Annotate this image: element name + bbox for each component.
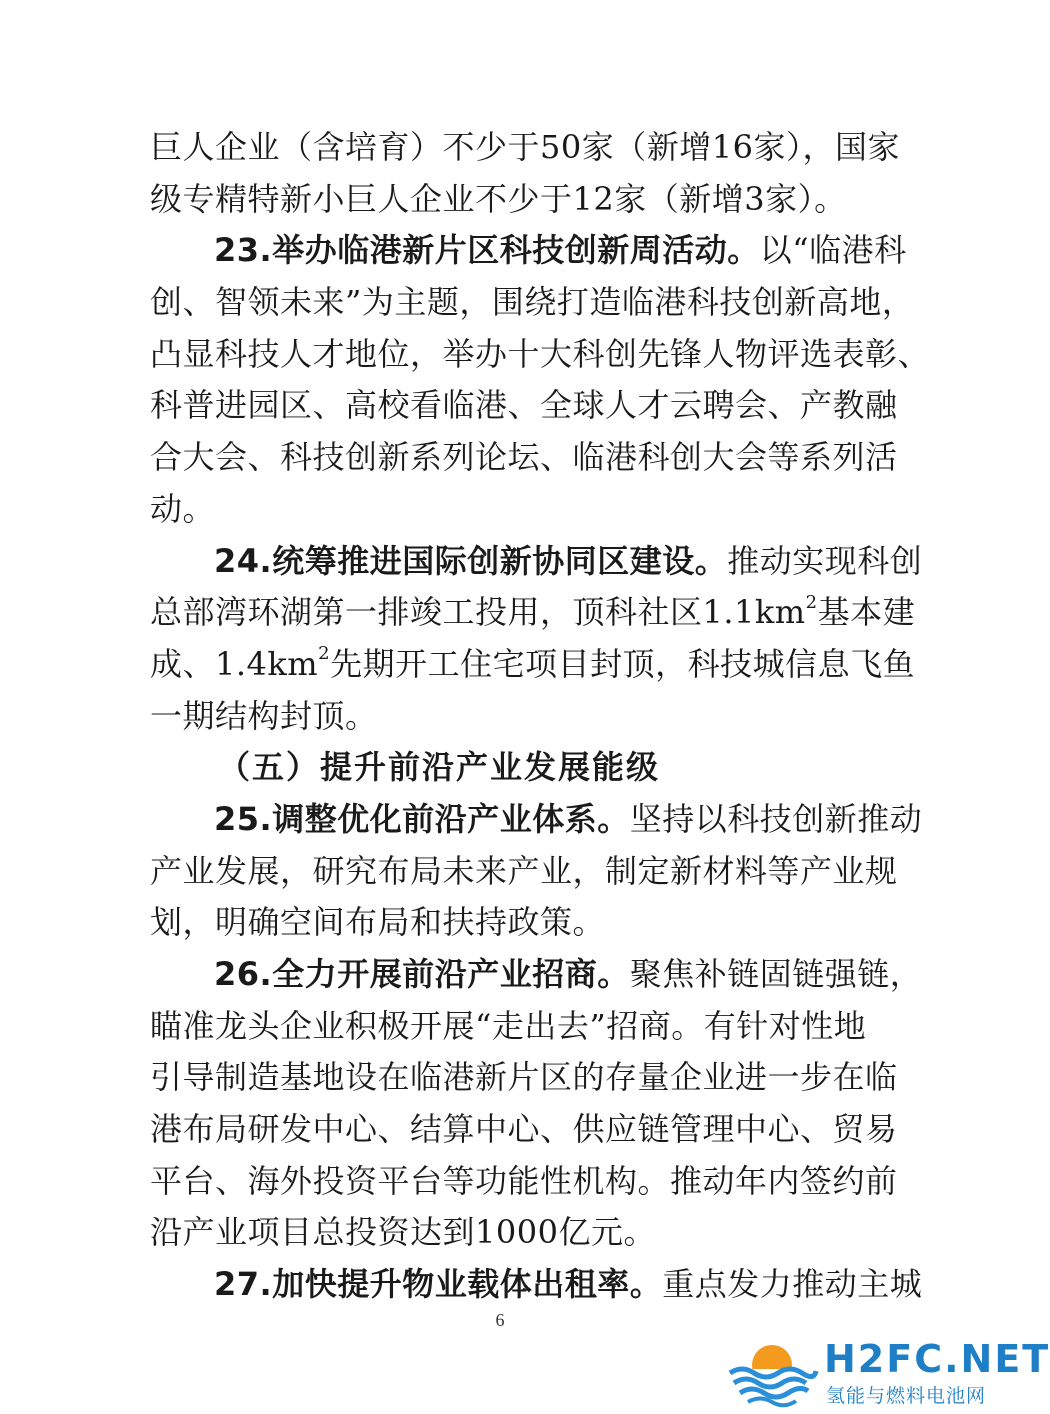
text-line	[150, 122, 900, 174]
item-title: 24.统筹推进国际创新协同区建设。	[214, 541, 728, 580]
section-heading: （五）提升前沿产业发展能级	[218, 748, 661, 787]
line-text: 总部湾环湖第一排竣工投用，顶科社区1.1km	[150, 593, 806, 632]
line-text: 推动实现科创	[727, 541, 923, 580]
text-line	[150, 484, 850, 536]
line-text: 动。	[150, 489, 216, 528]
text-line	[150, 1104, 898, 1156]
sun-over-waves-logo-icon	[724, 1335, 819, 1410]
text-line	[150, 794, 923, 846]
text-line	[150, 846, 898, 898]
text-line	[150, 380, 898, 432]
line-text: 坚持以科技创新推动	[629, 799, 923, 838]
text-line	[150, 225, 907, 277]
text-line	[150, 1001, 867, 1053]
item-title: 25.调整优化前沿产业体系。	[214, 799, 630, 838]
page-number: 6	[495, 1310, 505, 1330]
watermark	[724, 1335, 1050, 1410]
line-text: 产业发展，研究布局未来产业，制定新材料等产业规	[150, 851, 898, 890]
line-text: 平台、海外投资平台等功能性机构。推动年内签约前	[150, 1161, 898, 1200]
text-line	[150, 949, 923, 1001]
text-line	[150, 1156, 898, 1208]
watermark-title: H2FC.NET	[824, 1337, 1050, 1381]
text-line	[150, 432, 898, 484]
text-line	[150, 536, 923, 588]
text-line	[150, 1259, 923, 1311]
line-text: 科普进园区、高校看临港、全球人才云聘会、产教融	[150, 386, 898, 425]
document-body	[150, 122, 931, 1311]
item-title: 23.举办临港新片区科技创新周活动。	[214, 231, 760, 270]
line-text-after: 先期开工住宅项目封顶，科技城信息飞鱼	[330, 644, 916, 683]
line-text: 凸显科技人才地位，举办十大科创先锋人物评选表彰、	[150, 334, 931, 373]
line-text: 聚焦补链固链强链，	[629, 955, 923, 993]
item-title: 27.加快提升物业载体出租率。	[214, 1265, 663, 1304]
text-line	[150, 587, 916, 639]
text-line	[150, 691, 850, 743]
text-line	[150, 897, 850, 949]
line-text: 划，明确空间布局和扶持政策。	[150, 903, 606, 942]
text-line	[150, 277, 915, 329]
line-text: 沿产业项目总投资达到1000亿元。	[150, 1213, 656, 1252]
line-text: 以“临港科	[759, 231, 907, 270]
text-line	[150, 639, 916, 691]
line-text: 一期结构封顶。	[150, 696, 378, 735]
text-line	[150, 329, 931, 381]
line-text: 合大会、科技创新系列论坛、临港科创大会等系列活	[150, 438, 898, 477]
line-text: 创、智领未来”为主题，围绕打造临港科技创新高地，	[150, 283, 915, 322]
item-title: 26.全力开展前沿产业招商。	[214, 955, 630, 993]
text-line	[150, 1207, 850, 1259]
line-text: 港布局研发中心、结算中心、供应链管理中心、贸易	[150, 1110, 898, 1149]
line-text: 引导制造基地设在临港新片区的存量企业进一步在临	[150, 1058, 898, 1097]
text-line	[150, 174, 850, 226]
text-line	[150, 1052, 898, 1104]
line-text: 重点发力推动主城	[662, 1265, 923, 1304]
line-text: 巨人企业（含培育）不少于50家（新增16家），国家	[150, 128, 900, 166]
watermark-subtitle: 氢能与燃料电池网	[826, 1385, 987, 1407]
line-text: 级专精特新小巨人企业不少于12家（新增3家）。	[150, 179, 847, 218]
superscript: 2	[318, 643, 331, 665]
line-text-after: 基本建	[817, 593, 916, 632]
line-text: 成、1.4km	[150, 644, 319, 683]
superscript: 2	[805, 591, 818, 613]
line-text: 瞄准龙头企业积极开展“走出去”招商。有针对性地	[150, 1006, 867, 1045]
